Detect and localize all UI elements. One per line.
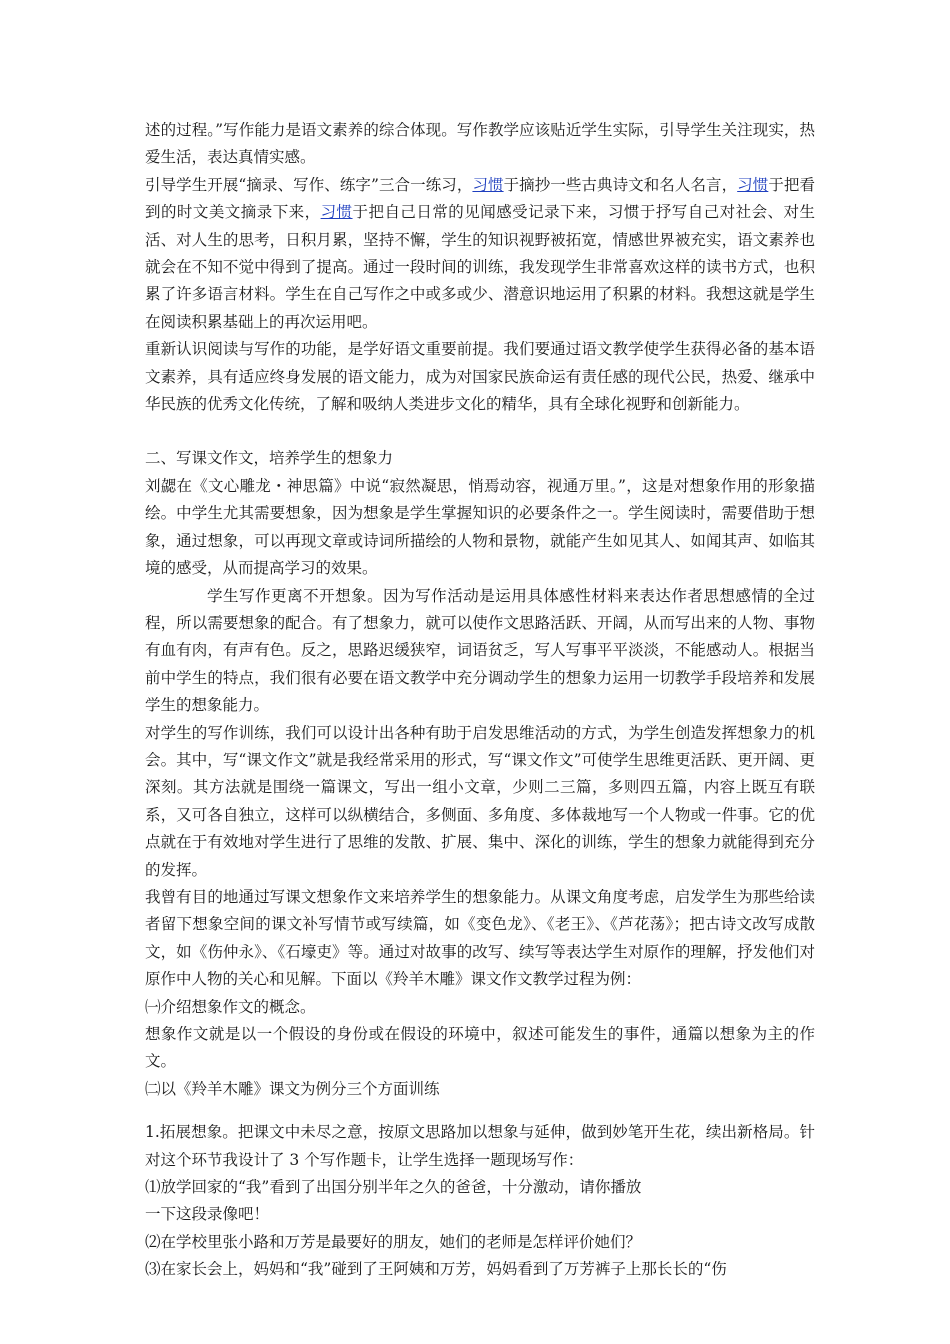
paragraph-2 xyxy=(145,172,815,336)
paragraph-11: 1.拓展想象。把课文中未尽之意，按原文思路加以想象与延伸，做到妙笔开生花，续出新格局。针对这个环节我设计了 3 个写作题卡，让学生选择一题现场写作： xyxy=(145,1123,815,1169)
blank-line-small xyxy=(145,1103,815,1119)
paragraph-4: 刘勰在《文心雕龙・神思篇》中说“寂然凝思，悄焉动容，视通万里。”，这是对想象作用的形象描绘。中学生尤其需要想象，因为想象是学生掌握知识的必要条件之一。学生阅读时，需要借助于想象，通过想象，可以再现文章或诗词所描绘的人物和景物，就能产生如见其人、如闻其声、如临其境的感受，从而提高学习的效果。 xyxy=(145,476,815,578)
habit-link-3[interactable]: 习惯 xyxy=(320,203,353,222)
document-body xyxy=(145,117,815,1284)
paragraph-1: 述的过程。”写作能力是语文素养的综合体现。写作教学应该贴近学生实际，引导学生关注现实，热爱生活，表达真情实感。 xyxy=(145,121,815,167)
paragraph-3: 重新认识阅读与写作的功能，是学好语文重要前提。我们要通过语文教学使学生获得必备的基本语文素养，具有适应终身发展的语文能力，成为对国家民族命运有责任感的现代公民，热爱、继承中华民族的优秀文化传统，了解和吸纳人类进步文化的精华，具有全球化视野和创新能力。 xyxy=(145,340,815,414)
paragraph-9: 想象作文就是以一个假设的身份或在假设的环境中，叙述可能发生的事件，通篇以想象为主的作文。 xyxy=(145,1025,815,1071)
paragraph-8: ㈠介绍想象作文的概念。 xyxy=(145,997,316,1016)
habit-link-2[interactable]: 习惯 xyxy=(737,175,769,194)
prompt-1-continued: 一下这段录像吧！ xyxy=(145,1205,270,1224)
paragraph-5: 学生写作更离不开想象。因为写作活动是运用具体感性材料来表达作者思想感情的全过程，所以需要想象的配合。有了想象力，就可以使作文思路活跃、开阔，从而写出来的人物、事物有血有肉，有声有色。反之，思路迟缓狭窄，词语贫乏，写人写事平平淡淡，不能感动人。根据当前中学生的特点，我们很有必要在语文教学中充分调动学生的想象力运用一切教学手段培养和发展学生的想象能力。 xyxy=(145,586,815,715)
paragraph-2-text-d: 于把自己日常的见闻感受记录下来，习惯于抒写自己对社会、对生活、对人生的思考，日积月累，坚持不懈，学生的知识视野被拓宽，情感世界被充实，语文素养也就会在不知不觉中得到了提高。通过一段时间的训练，我发现学生非常喜欢这样的读书方式，也积累了许多语言材料。学生在自己写作之中或多或少、潜意识地运用了积累的材料。我想这就是学生在阅读积累基础上的再次运用吧。 xyxy=(145,203,815,331)
paragraph-10: ㈡以《羚羊木雕》课文为例分三个方面训练 xyxy=(145,1079,440,1098)
paragraph-6: 对学生的写作训练，我们可以设计出各种有助于启发思维活动的方式，为学生创造发挥想象力的机会。其中，写“课文作文”就是我经常采用的形式，写“课文作文”可使学生思维更活跃、更开阔、更深刻。其方法就是围绕一篇课文，写出一组小文章，少则二三篇，多则四五篇，内容上既互有联系，又可各自独立，这样可以纵横结合，多侧面、多角度、多体裁地写一个人物或一件事。它的优点就在于有效地对学生进行了思维的发散、扩展、集中、深化的训练，学生的想象力就能得到充分的发挥。 xyxy=(145,723,815,879)
habit-link-1[interactable]: 习惯 xyxy=(472,175,504,194)
paragraph-2-text-b: 于摘抄一些古典诗文和名人名言， xyxy=(503,175,738,194)
paragraph-2-text-a: 引导学生开展“摘录、写作、练字”三合一练习， xyxy=(145,175,473,194)
prompt-1: ⑴放学回家的“我”看到了出国分别半年之久的爸爸，十分激动，请你播放 xyxy=(145,1178,642,1197)
prompt-3: ⑶在家长会上，妈妈和“我”碰到了王阿姨和万芳，妈妈看到了万芳裤子上那长长的“伤 xyxy=(145,1260,727,1279)
paragraph-7: 我曾有目的地通过写课文想象作文来培养学生的想象能力。从课文角度考虑，启发学生为那些给读者留下想象空间的课文补写情节或写续篇，如《变色龙》、《老王》、《芦花荡》；把古诗文改写成散文，如《伤仲永》、《石壕吏》等。通过对故事的改写、续写等表达学生对原作的理解，抒发他们对原作中人物的关心和见解。下面以《羚羊木雕》课文作文教学过程为例： xyxy=(145,887,815,989)
blank-line xyxy=(145,418,815,445)
paragraph-2-text-c: 于把看到的时文美文摘录下来， xyxy=(145,175,815,222)
prompt-2: ⑵在学校里张小路和万芳是最要好的朋友，她们的老师是怎样评价她们？ xyxy=(145,1232,642,1251)
section-heading-2: 二、写课文作文，培养学生的想象力 xyxy=(145,449,394,468)
